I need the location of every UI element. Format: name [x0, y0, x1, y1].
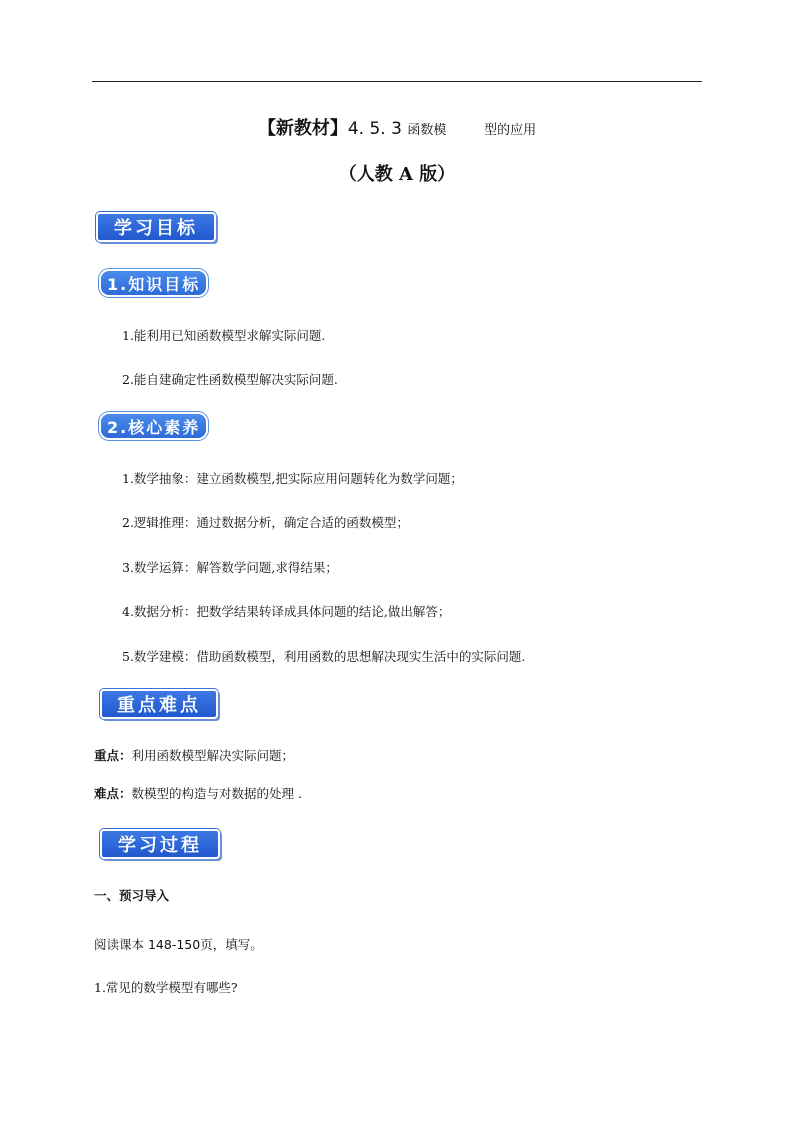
literacy-item-5: 5.数学建模：借助函数模型，利用函数的思想解决现实生活中的实际问题.: [122, 649, 526, 664]
title-bracket-text: 【新教材】: [257, 118, 348, 139]
title-text-part2: 型的应用: [484, 123, 537, 138]
page-title: [0, 114, 794, 140]
page-subtitle: （人教 A 版）: [338, 164, 456, 185]
knowledge-item-2: 2.能自建确定性函数模型解决实际问题.: [122, 372, 338, 387]
title-text-part1: 函数模: [407, 123, 447, 138]
learning-process-badge: 学习过程: [100, 829, 220, 859]
preview-instruction: 阅读课本 148-150页，填写。: [94, 937, 263, 952]
difficult-point-line: [94, 784, 302, 802]
knowledge-goals-badge: 1.知识目标: [99, 269, 208, 297]
title-section-number: 4. 5. 3: [347, 119, 402, 139]
question-1: 1.常见的数学模型有哪些?: [94, 980, 238, 995]
key-point-label: 重点：: [94, 748, 132, 763]
knowledge-item-1: 1.能利用已知函数模型求解实际问题.: [122, 328, 326, 343]
preview-heading: 一、预习导入: [94, 888, 170, 903]
key-point-text: 利用函数模型解决实际问题；: [131, 748, 295, 763]
literacy-item-3: 3.数学运算：解答数学问题,求得结果；: [122, 560, 338, 575]
core-literacy-badge: 2.核心素养: [99, 412, 208, 440]
difficult-point-text: 数模型的构造与对数据的处理 .: [131, 786, 302, 801]
header-rule: [92, 81, 702, 82]
literacy-item-1: 1.数学抽象：建立函数模型,把实际应用问题转化为数学问题；: [122, 471, 463, 486]
literacy-item-4: 4.数据分析：把数学结果转译成具体问题的结论,做出解答；: [122, 604, 451, 619]
learning-goals-badge: 学习目标: [96, 212, 216, 242]
difficult-point-label: 难点：: [94, 786, 132, 801]
literacy-item-2: 2.逻辑推理：通过数据分析，确定合适的函数模型；: [122, 515, 409, 530]
key-point-line: [94, 746, 294, 764]
key-difficult-points-badge: 重点难点: [100, 689, 218, 719]
